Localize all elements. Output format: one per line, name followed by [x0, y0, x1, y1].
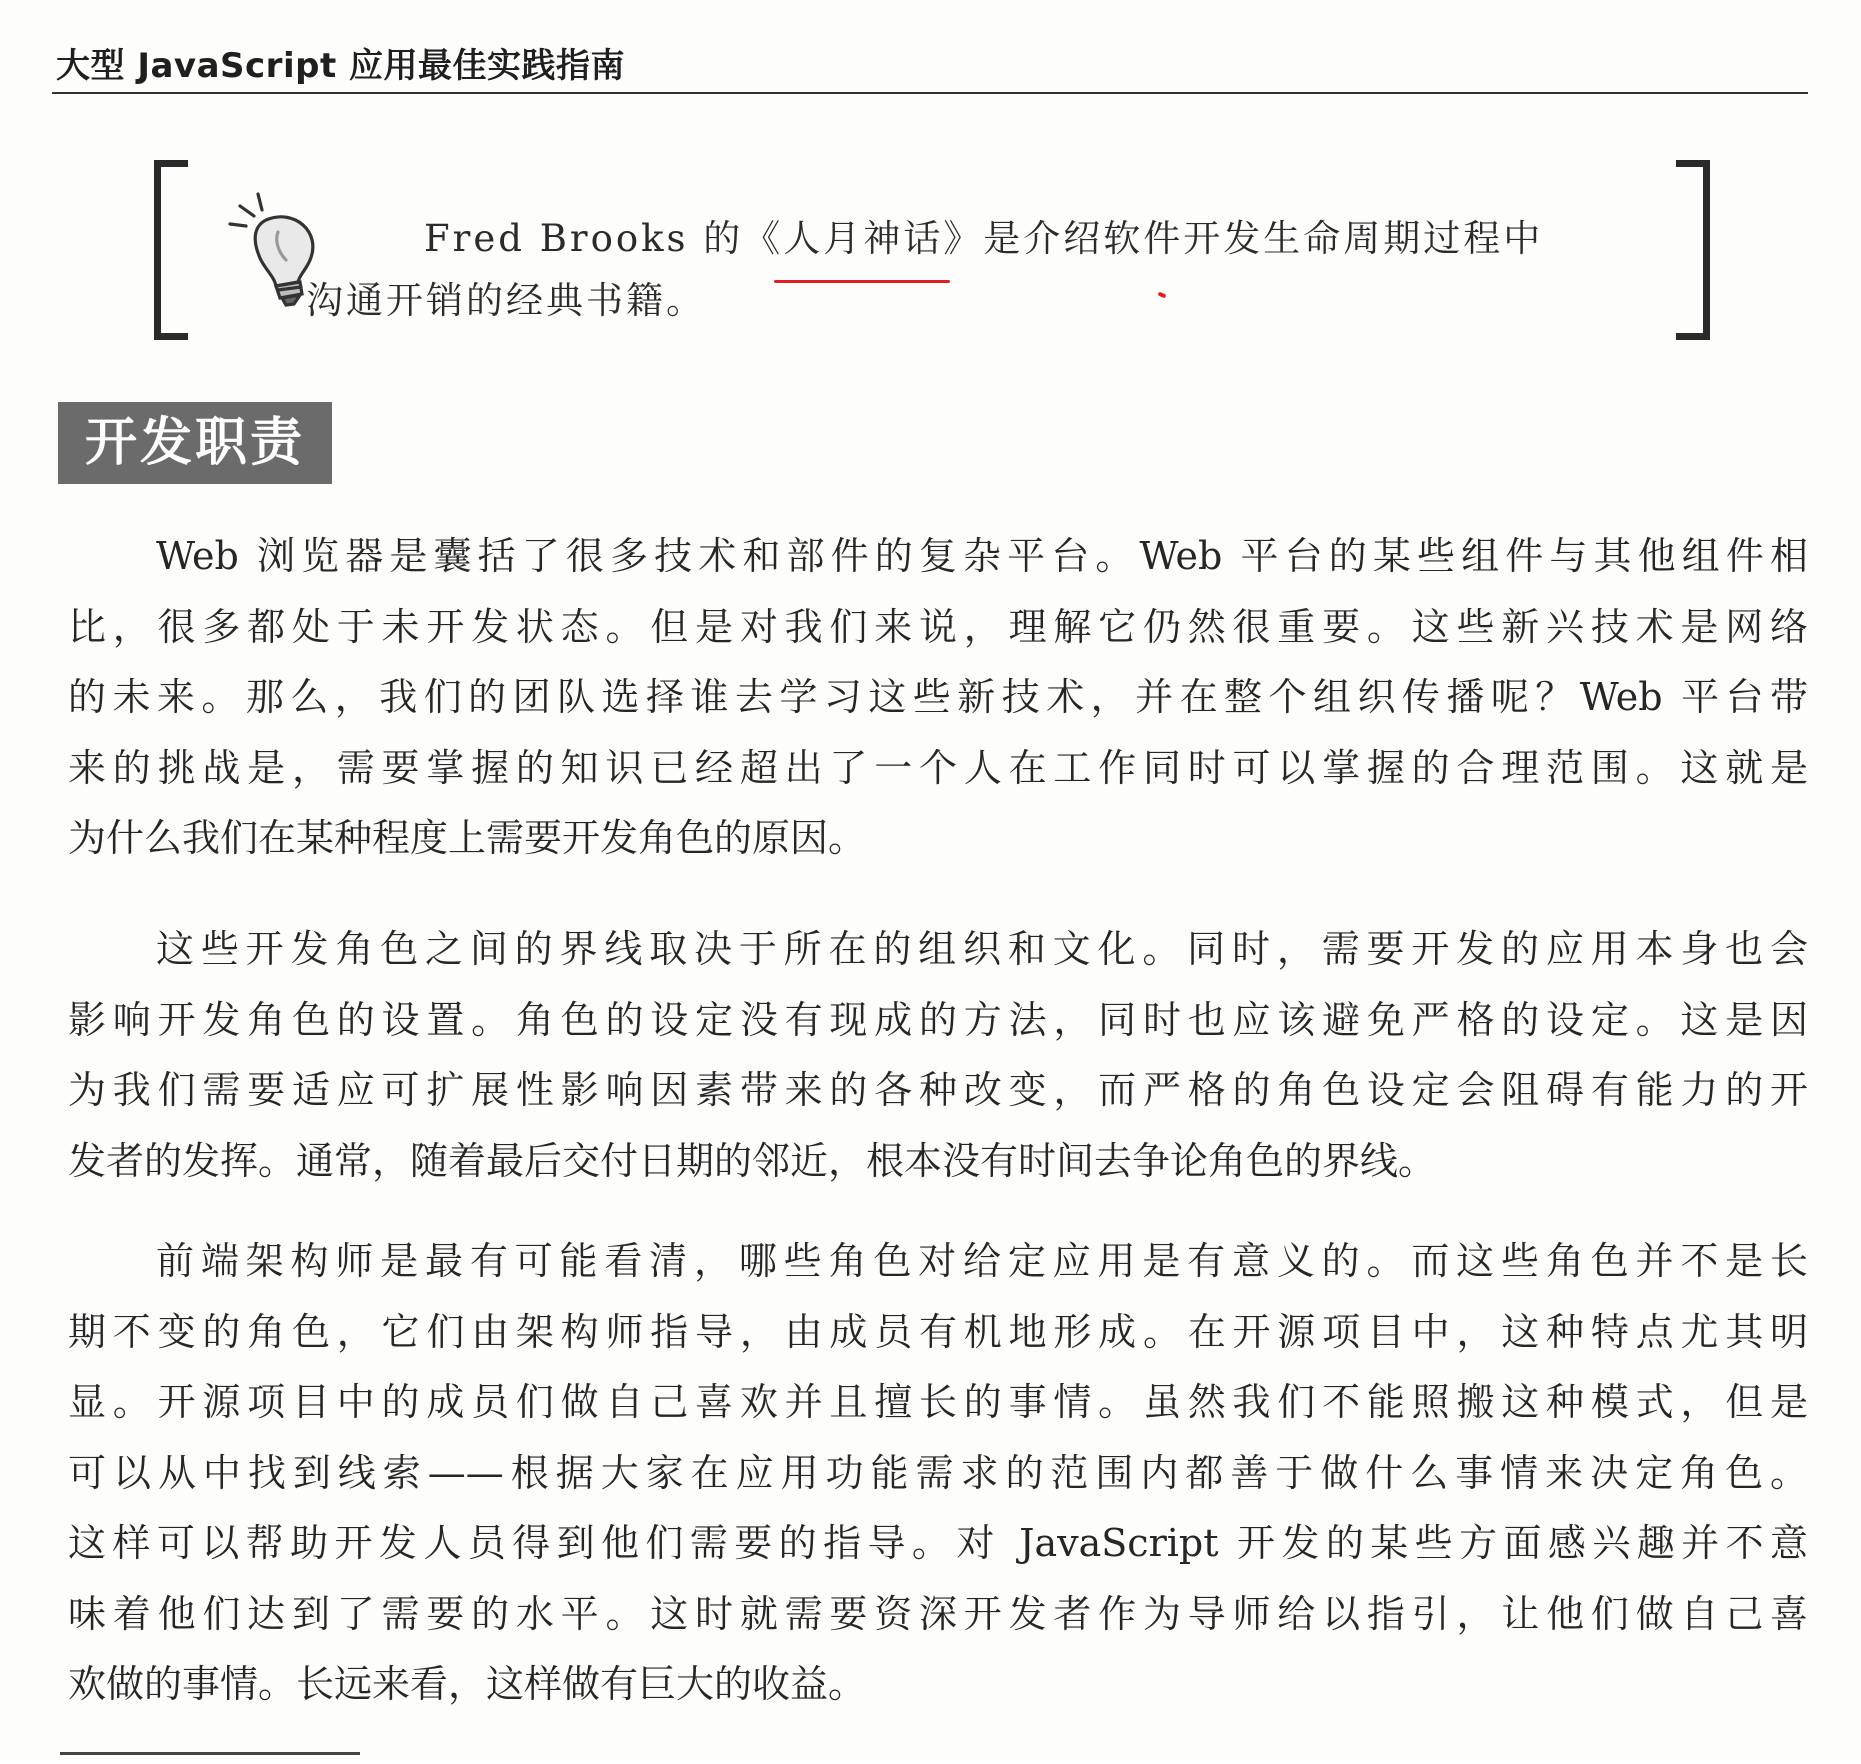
paragraph-line: 可以从中找到线索——根据大家在应用功能需求的范围内都善于做什么事情来决定角色。	[68, 1450, 1808, 1495]
paragraph-line: 的未来。那么，我们的团队选择谁去学习这些新技术，并在整个组织传播呢？Web 平台带	[68, 675, 1808, 719]
paragraph-1	[68, 521, 1808, 874]
paragraph-line: 欢做的事情。长远来看，这样做有巨大的收益。	[68, 1662, 867, 1706]
tip-box	[154, 160, 1710, 344]
paragraph-line: 这样可以帮助开发人员得到他们需要的指导。对 JavaScript 开发的某些方面感兴趣并不意	[68, 1521, 1808, 1565]
red-underline-annotation	[774, 280, 950, 283]
paragraph-line: 前端架构师是最有可能看清，哪些角色对给定应用是有意义的。而这些角色并不是长	[156, 1239, 1808, 1283]
next-section-fragment	[60, 1752, 360, 1764]
tip-line-1: Fred Brooks 的《人月神话》是介绍软件开发生命周期过程中	[424, 217, 1544, 260]
left-bracket	[154, 160, 188, 340]
paragraph-line: 比，很多都处于未开发状态。但是对我们来说，理解它仍然很重要。这些新兴技术是网络	[68, 604, 1808, 649]
paragraph-line: 来的挑战是，需要掌握的知识已经超出了一个人在工作同时可以掌握的合理范围。这就是	[68, 745, 1808, 790]
paragraph-line: 为我们需要适应可扩展性影响因素带来的各种改变，而严格的角色设定会阻碍有能力的开	[68, 1068, 1808, 1112]
paragraph-line: 味着他们达到了需要的水平。这时就需要资深开发者作为导师给以指引，让他们做自己喜	[68, 1591, 1808, 1636]
section-title: 开发职责	[58, 402, 332, 484]
paragraph-line: 发者的发挥。通常，随着最后交付日期的邻近，根本没有时间去争论角色的界线。	[68, 1138, 1437, 1183]
tip-text	[306, 208, 1614, 332]
paragraph-2	[68, 914, 1808, 1196]
running-header: 大型 JavaScript 应用最佳实践指南	[56, 46, 626, 86]
paragraph-line: Web 浏览器是囊括了很多技术和部件的复杂平台。Web 平台的某些组件与其他组件相	[156, 534, 1808, 578]
paragraph-line: 这些开发角色之间的界线取决于所在的组织和文化。同时，需要开发的应用本身也会	[156, 927, 1808, 971]
paragraph-line: 期不变的角色，它们由架构师指导，由成员有机地形成。在开源项目中，这种特点尤其明	[68, 1309, 1808, 1354]
paragraph-line: 为什么我们在某种程度上需要开发角色的原因。	[68, 816, 867, 860]
tip-line-2: 沟通开销的经典书籍。	[306, 279, 706, 322]
paragraph-3	[68, 1226, 1808, 1720]
right-bracket	[1676, 160, 1710, 340]
header-rule	[52, 92, 1808, 94]
paragraph-line: 影响开发角色的设置。角色的设定没有现成的方法，同时也应该避免严格的设定。这是因	[68, 997, 1808, 1042]
paragraph-line: 显。开源项目中的成员们做自己喜欢并且擅长的事情。虽然我们不能照搬这种模式，但是	[68, 1380, 1808, 1424]
